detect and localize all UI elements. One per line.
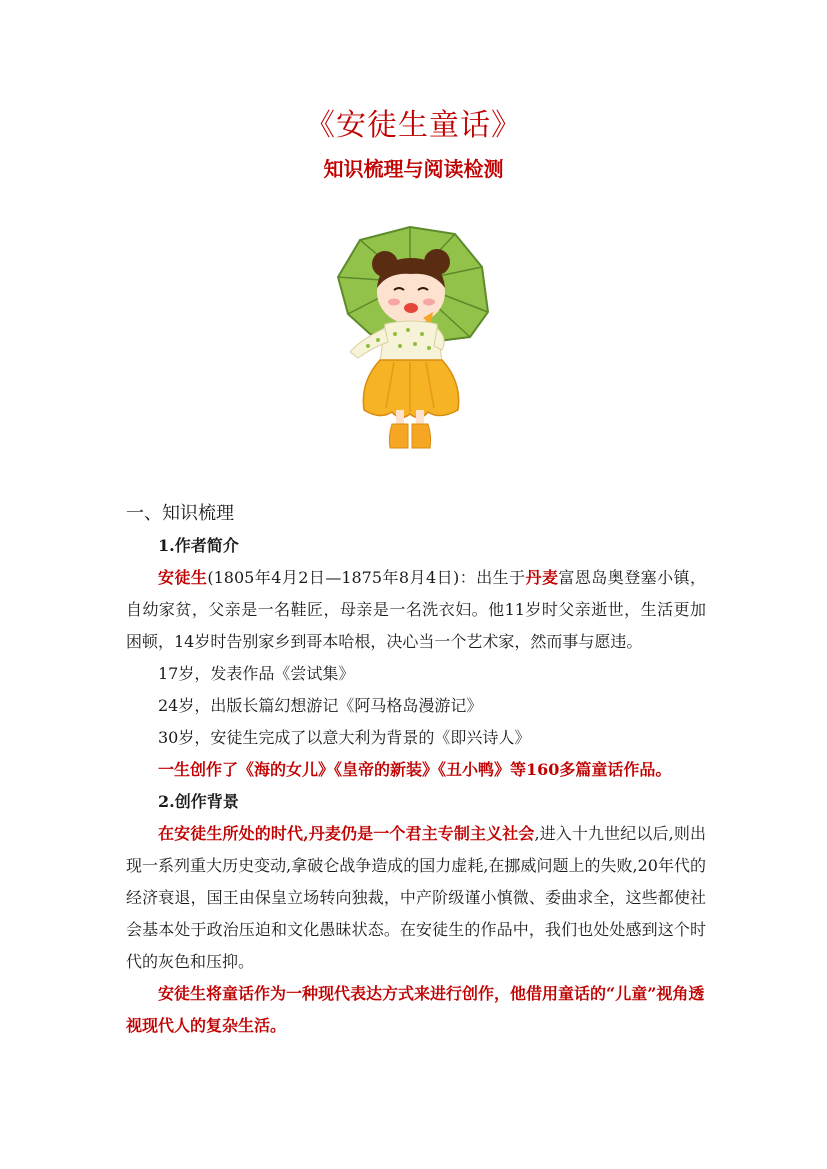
page-subtitle: 知识梳理与阅读检测 [323,157,504,181]
background-highlight: 在安徒生所处的时代,丹麦仍是一个君主专制主义社会 [158,824,535,843]
author-event-1: 17岁，发表作品《尝试集》 [158,664,355,683]
background-text: ,进入十九世纪以后,则出现一系列重大历史变动,拿破仑战争造成的国力虚耗,在挪威问题上的失败,20年代的经济衰退，国王由保皇立场转向独裁，中产阶级谨小慎微、委曲求全，这些都使社会基本处于政治压迫和文化愚昧状态。在安徒生的作品中，我们也处处感到这个时代的灰色和压抑。 [126,824,706,971]
page-title: 《安徒生童话》 [305,108,522,143]
author-intro-part2: 富恩岛奥登塞小镇，自幼家贫，父亲是一名鞋匠，母亲是一名洗衣妇。他11岁时父亲逝世，生活更加困顿，14岁时告别家乡到哥本哈根，决心当一个艺术家，然而事与愿违。 [126,568,706,651]
section-heading-knowledge: 一、知识梳理 [126,503,234,524]
subsection-heading-author: 1.作者简介 [158,536,239,555]
author-event-2: 24岁，出版长篇幻想游记《阿马格岛漫游记》 [158,696,483,715]
content-body [126,498,706,1042]
author-intro-paragraph [126,562,706,658]
background-paragraph [126,818,706,978]
subsection-heading-background: 2.创作背景 [158,792,239,811]
author-event-3: 30岁，安徒生完成了以意大利为背景的《即兴诗人》 [158,728,531,747]
author-works-summary: 一生创作了《海的女儿》《皇帝的新装》《丑小鸭》等160多篇童话作品。 [158,760,672,779]
girl-with-umbrella-illustration [330,222,490,457]
author-intro-part1: (1805年4月2日—1875年8月4日)：出生于 [207,568,526,587]
author-name: 安徒生 [158,568,208,587]
author-country: 丹麦 [525,568,559,587]
background-conclusion: 安徒生将童话作为一种现代表达方式来进行创作，他借用童话的“儿童”视角透视现代人的复杂生活。 [126,984,705,1035]
